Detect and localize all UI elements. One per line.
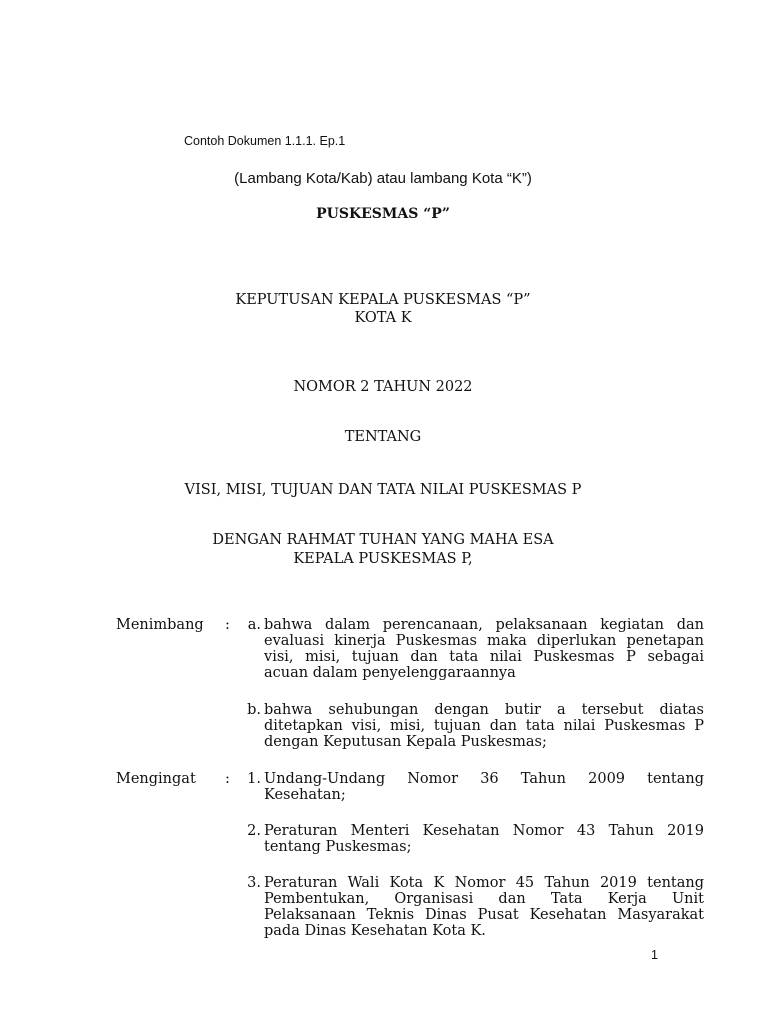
mengingat-item-marker: 1.: [247, 771, 261, 787]
text-line: bahwa sehubungan dengan butir a tersebut diatas: [264, 702, 704, 718]
menimbang-colon: :: [225, 617, 230, 633]
mengingat-item-text: [264, 771, 704, 803]
organization-name: PUSKESMAS “P”: [316, 206, 450, 222]
text-line: acuan dalam penyelenggaraannya: [264, 665, 516, 681]
text-line: Kesehatan;: [264, 787, 346, 803]
text-line: tentang Puskesmas;: [264, 839, 412, 855]
text-line: bahwa dalam perencanaan, pelaksanaan kegiatan dan: [264, 617, 704, 633]
text-line: visi, misi, tujuan dan tata nilai Puskesmas P sebagai: [264, 649, 704, 665]
page-number: 1: [651, 948, 658, 962]
menimbang-item-marker: a.: [247, 617, 261, 633]
text-line: Peraturan Wali Kota K Nomor 45 Tahun 2019 tentang: [264, 875, 704, 891]
mengingat-colon: :: [225, 771, 230, 787]
text-line: Undang-Undang Nomor 36 Tahun 2009 tentang: [264, 771, 704, 787]
menimbang-item-text: [264, 617, 704, 681]
decree-title-line-1: KEPUTUSAN KEPALA PUSKESMAS “P”: [235, 292, 531, 308]
menimbang-label: Menimbang: [116, 617, 204, 633]
text-line: dengan Keputusan Kepala Puskesmas;: [264, 734, 547, 750]
logo-placeholder-text: (Lambang Kota/Kab) atau lambang Kota “K”): [234, 170, 532, 187]
decree-number: NOMOR 2 TAHUN 2022: [293, 379, 473, 395]
text-line: pada Dinas Kesehatan Kota K.: [264, 923, 486, 939]
text-line: Pembentukan, Organisasi dan Tata Kerja Unit: [264, 891, 704, 907]
text-line: Peraturan Menteri Kesehatan Nomor 43 Tahun 2019: [264, 823, 704, 839]
menimbang-item-text: [264, 702, 704, 750]
mengingat-item-text: [264, 875, 704, 939]
grace-line-2: KEPALA PUSKESMAS P,: [293, 551, 473, 567]
document-code: Contoh Dokumen 1.1.1. Ep.1: [184, 134, 346, 148]
decree-about-label: TENTANG: [344, 429, 422, 445]
grace-line-1: DENGAN RAHMAT TUHAN YANG MAHA ESA: [212, 532, 554, 548]
mengingat-item-marker: 3.: [247, 875, 261, 891]
mengingat-label: Mengingat: [116, 771, 196, 787]
text-line: Pelaksanaan Teknis Dinas Pusat Kesehatan Masyarakat: [264, 907, 704, 923]
text-line: evaluasi kinerja Puskesmas maka diperlukan penetapan: [264, 633, 704, 649]
mengingat-item-text: [264, 823, 704, 855]
decree-title-line-2: KOTA K: [354, 310, 412, 326]
decree-subject: VISI, MISI, TUJUAN DAN TATA NILAI PUSKESMAS P: [184, 482, 582, 498]
text-line: ditetapkan visi, misi, tujuan dan tata nilai Puskesmas P: [264, 718, 704, 734]
mengingat-item-marker: 2.: [247, 823, 261, 839]
menimbang-item-marker: b.: [247, 702, 261, 718]
